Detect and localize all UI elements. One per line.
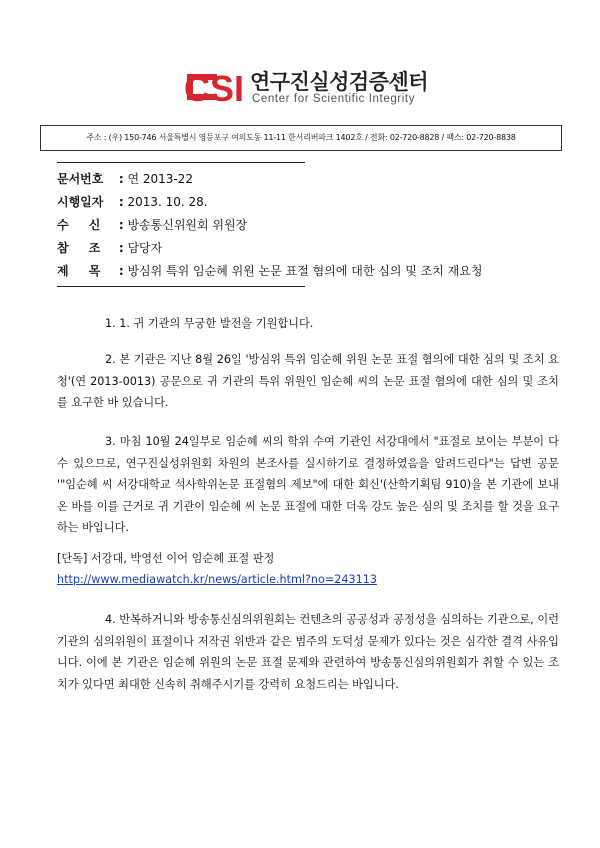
meta-separator: : — [118, 195, 124, 209]
meta-key: 시행일자 — [57, 195, 104, 209]
meta-separator: : — [118, 172, 124, 186]
meta-key: 참 조 — [57, 241, 109, 255]
paragraph-4: 4. 반복하거니와 방송통신심의위원회는 컨텐츠의 공공성과 공정성을 심의하는 기관으로, 이런 기관의 심의위원이 표절이나 저작권 위반과 같은 범주의 도덕성 문제가 있다는 것은 심각한 결격 사유입니다. 이에 본 기관은 임순혜 위원의 논문 표절 문제와 관련하여 방송통신심의위원회가 취할 수 있는 조치가 있다면 최대한 신속히 취해주시기를 강력히 요청드리는 바입니다. — [57, 613, 559, 691]
org-subtitle: Center for Scientific Integrity — [252, 93, 416, 105]
meta-reference — [57, 239, 557, 256]
bottom-rule — [57, 286, 305, 287]
csi-logo — [183, 68, 245, 106]
paragraph-1: 1. 1. 귀 기관의 무궁한 발전을 기원합니다. — [105, 317, 314, 330]
paragraph-2: 2. 본 기관은 지난 8월 26일 '방심위 특위 임순혜 위원 논문 표절 혐의에 대한 심의 및 조치 요청'(연 2013-0013) 공문으로 귀 기관의 특위 위원인 임순혜 씨의 논문 표절 혐의에 대한 심의 및 조치를 요구한 바 있습니다. — [57, 353, 559, 409]
news-link-text[interactable]: http://www.mediawatch.kr/news/article.html?no=243113 — [57, 573, 377, 586]
meta-separator: : — [118, 264, 124, 278]
meta-value: 연 2013-22 — [127, 172, 194, 186]
meta-key: 수 신 — [57, 218, 109, 232]
news-title: [단독] 서강대, 박영선 이어 임순혜 표절 판정 — [57, 552, 275, 565]
meta-recipient — [57, 216, 557, 233]
meta-value: 방심위 특위 임순혜 위원 논문 표절 혐의에 대한 심의 및 조치 재요청 — [127, 264, 483, 278]
meta-value: 2013. 10. 28. — [127, 195, 208, 209]
meta-value: 담당자 — [127, 241, 163, 255]
news-link[interactable] — [57, 569, 559, 591]
meta-separator: : — [118, 218, 124, 232]
meta-key: 제 목 — [57, 264, 109, 278]
meta-value: 방송통신위원회 위원장 — [127, 218, 248, 232]
meta-key: 문서번호 — [57, 172, 104, 186]
address-box: 주소 : (우) 150-746 서울특별시 영등포구 여의도동 11-11 한서리버파크 1402호 / 전화: 02-720-8828 / 팩스: 02-720-8838 — [40, 125, 562, 151]
org-name: 연구진실성검증센터 — [250, 70, 429, 94]
meta-date — [57, 193, 557, 210]
top-rule — [57, 162, 305, 163]
meta-doc-number — [57, 170, 557, 187]
logo-letters: CSI — [184, 68, 245, 106]
letterhead — [0, 60, 600, 112]
meta-subject — [57, 262, 557, 279]
paragraph-3: 3. 마침 10월 24일부로 임순혜 씨의 학위 수여 기관인 서강대에서 "표절로 보이는 부분이 다수 있으므로, 연구진실성위원회 차원의 본조사를 실시하기로 결정하였음을 알려드린다"는 답변 공문 '"임순혜 씨 서강대학교 석사학위논문 표절혐의 제보"에 대한 회신'(산학기획팀 910)을 본 기관에 보내온 바를 이를 근거로 귀 기관이 임순혜 씨 논문 표절에 대한 더욱 강도 높은 심의 및 조치를 할 것을 요구하는 바입니다. — [57, 435, 559, 534]
meta-separator: : — [118, 241, 124, 255]
